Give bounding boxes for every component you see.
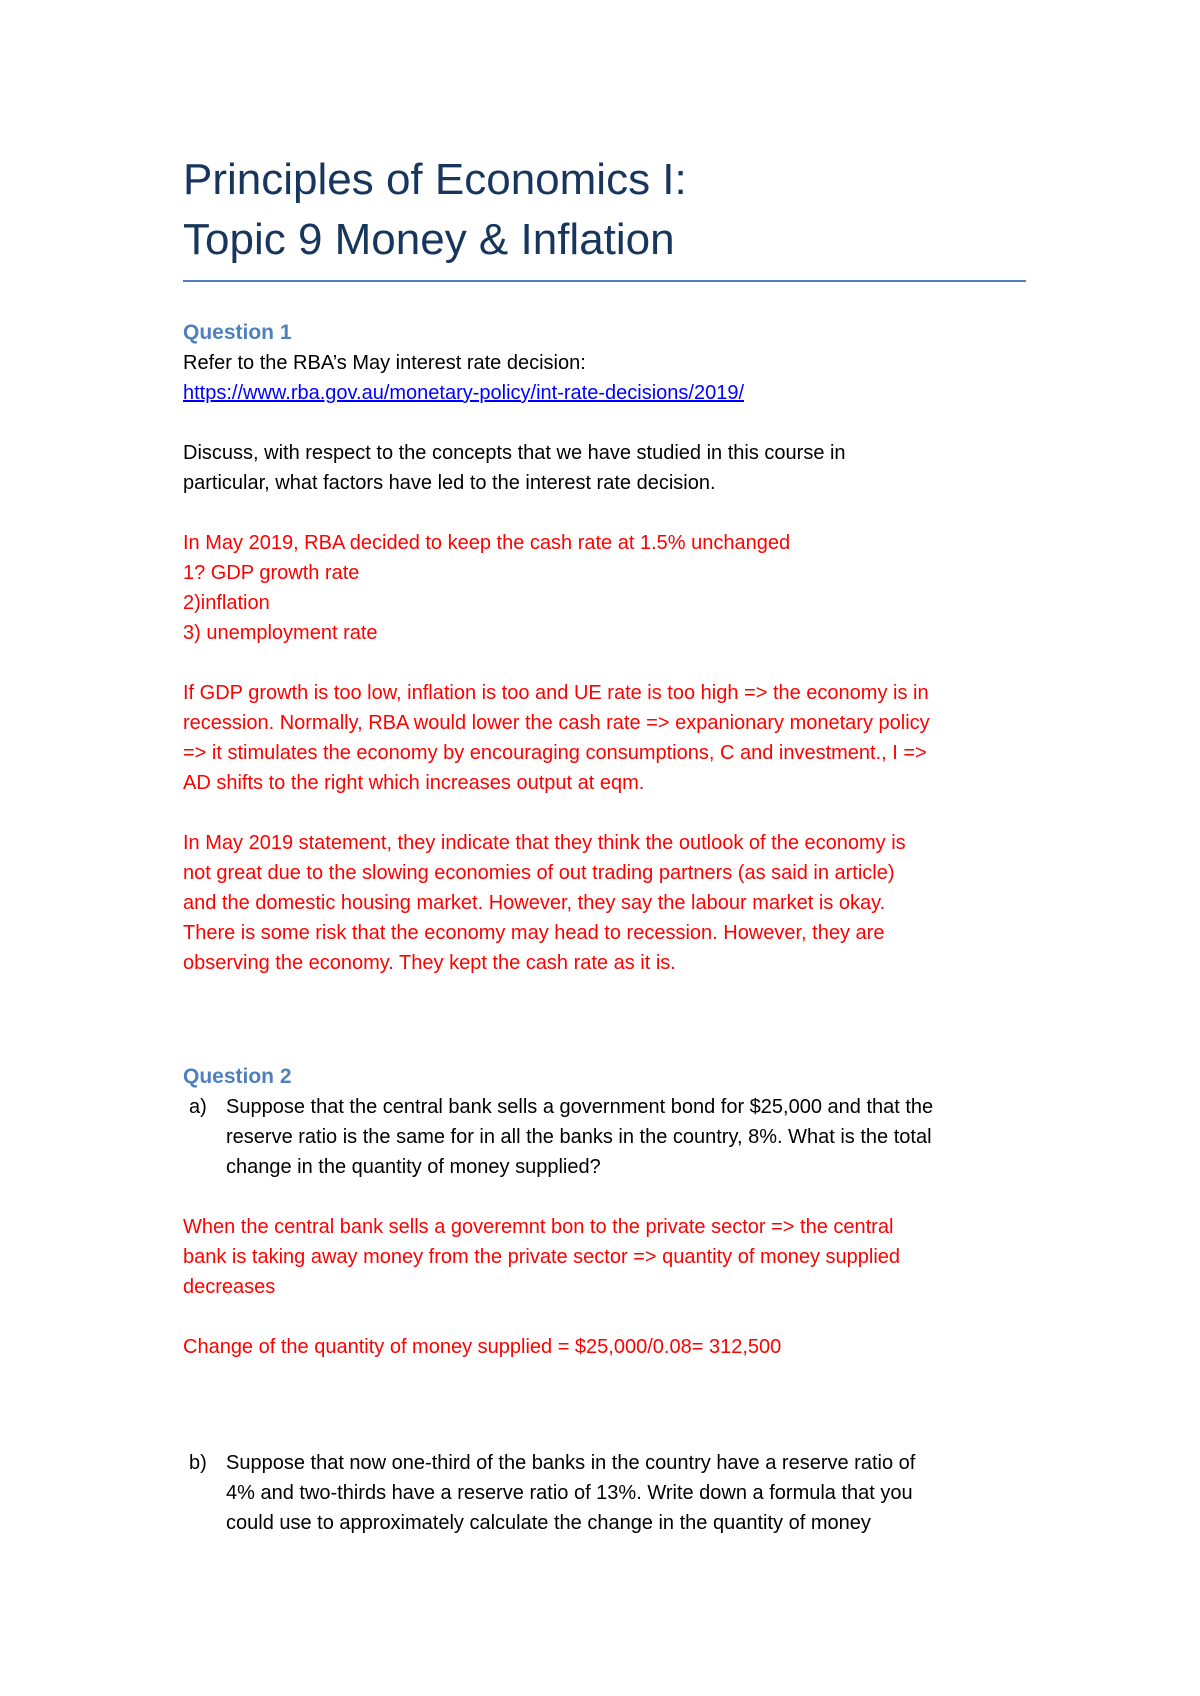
answer-2-block <box>183 678 1043 798</box>
question-1-block <box>183 318 1043 978</box>
answer-line: 1? GDP growth rate <box>183 562 360 584</box>
question-line: could use to approximately calculate the change in the quantity of money <box>226 1512 871 1534</box>
answer-line: There is some risk that the economy may head to recession. However, they are <box>183 922 885 944</box>
answer-line: 3) unemployment rate <box>183 622 378 644</box>
question-2b <box>183 1448 1043 1538</box>
list-marker-b: b) <box>189 1452 207 1474</box>
question-1-intro: Refer to the RBA’s May interest rate decision: <box>183 352 586 374</box>
list-marker-a: a) <box>189 1096 207 1118</box>
title-line-2: Topic 9 Money & Inflation <box>183 215 675 264</box>
answer-line: If GDP growth is too low, inflation is too and UE rate is too high => the economy is in <box>183 682 929 704</box>
question-2-block <box>183 1062 1043 1362</box>
question-2b-block <box>183 1448 1043 1538</box>
question-2-heading: Question 2 <box>183 1065 292 1088</box>
rba-decision-link[interactable]: https://www.rba.gov.au/monetary-policy/int-rate-decisions/2019/ <box>183 382 745 404</box>
title-line-1: Principles of Economics I: <box>183 155 687 204</box>
question-line: Suppose that the central bank sells a government bond for $25,000 and that the <box>226 1096 934 1118</box>
answer-line: AD shifts to the right which increases output at eqm. <box>183 772 645 794</box>
answer-line: recession. Normally, RBA would lower the cash rate => expanionary monetary policy <box>183 712 930 734</box>
question-1-prompt-line-1: Discuss, with respect to the concepts that we have studied in this course in <box>183 442 846 464</box>
answer-line: In May 2019 statement, they indicate that they think the outlook of the economy is <box>183 832 906 854</box>
question-line: Suppose that now one-third of the banks in the country have a reserve ratio of <box>226 1452 916 1474</box>
answer-line: 2)inflation <box>183 592 270 614</box>
question-line: 4% and two-thirds have a reserve ratio of 13%. Write down a formula that you <box>226 1482 913 1504</box>
answer-line: When the central bank sells a goveremnt bon to the private sector => the central <box>183 1216 894 1238</box>
question-1-prompt-line-2: particular, what factors have led to the interest rate decision. <box>183 472 716 494</box>
answer-line: bank is taking away money from the private sector => quantity of money supplied <box>183 1246 901 1268</box>
answer-line: decreases <box>183 1276 276 1298</box>
answer-line: and the domestic housing market. However, they say the labour market is okay. <box>183 892 886 914</box>
answer-1-block <box>183 528 1043 648</box>
answer-2a-block <box>183 1212 1043 1302</box>
title-underline <box>183 280 1026 282</box>
question-2a <box>183 1092 1043 1182</box>
answer-3-block <box>183 828 1043 978</box>
answer-line: observing the economy. They kept the cash rate as it is. <box>183 952 676 974</box>
document-title <box>183 150 687 270</box>
answer-line: In May 2019, RBA decided to keep the cash rate at 1.5% unchanged <box>183 532 791 554</box>
answer-2a-calculation: Change of the quantity of money supplied = $25,000/0.08= 312,500 <box>183 1336 782 1358</box>
question-1-heading: Question 1 <box>183 321 292 344</box>
question-line: reserve ratio is the same for in all the banks in the country, 8%. What is the total <box>226 1126 932 1148</box>
answer-line: not great due to the slowing economies of out trading partners (as said in article) <box>183 862 895 884</box>
answer-line: => it stimulates the economy by encouraging consumptions, C and investment., I => <box>183 742 927 764</box>
question-line: change in the quantity of money supplied? <box>226 1156 601 1178</box>
